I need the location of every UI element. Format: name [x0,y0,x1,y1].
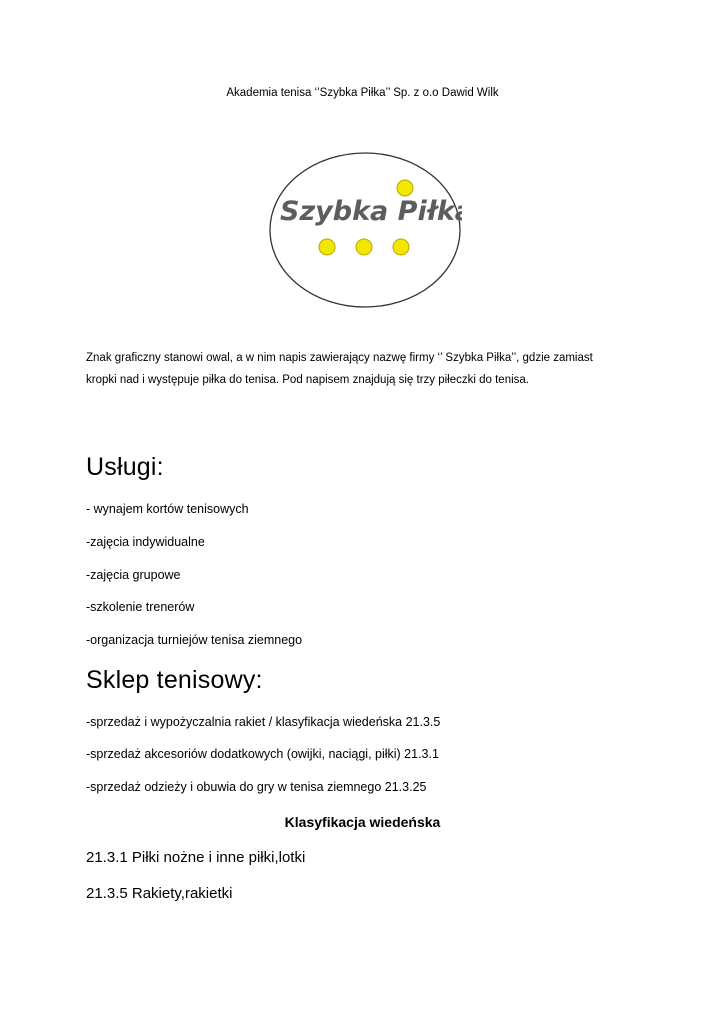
shop-item: -sprzedaż akcesoriów dodatkowych (owijki, naciągi, piłki) 21.3.1 [86,747,439,761]
service-item: -szkolenie trenerów [86,600,195,614]
description-line: kropki nad i występuje piłka do tenisa. Pod napisem znajdują się trzy piłeczki do tenisa. [86,374,529,386]
logo-oval [270,153,460,307]
logo-ball-icon [356,239,372,255]
logo-ball-icon [319,239,335,255]
service-item: -organizacja turniejów tenisa ziemnego [86,633,303,647]
service-item: -zajęcia grupowe [86,568,181,582]
section-heading-uslugi: Usługi: [86,453,164,481]
classification-item: 21.3.5 Rakiety,rakietki [86,885,233,902]
section-heading-sklep: Sklep tenisowy: [86,666,263,694]
logo-text: Szybka Piłka [280,196,462,227]
logo-graphic [268,150,462,310]
service-item: -zajęcia indywidualne [86,535,205,549]
service-item: - wynajem kortów tenisowych [86,502,249,516]
classification-heading: Klasyfikacja wiedeńska [284,814,441,830]
description-line: Znak graficzny stanowi owal, a w nim napis zawierający nazwę firmy ‘’ Szybka Piłka’’, gdzie zamiast [86,352,593,364]
shop-item: -sprzedaż odzieży i obuwia do gry w tenisa ziemnego 21.3.25 [86,780,427,794]
company-logo [268,150,462,310]
document-header: Akademia tenisa ‘’Szybka Piłka’’ Sp. z o.o Dawid Wilk [226,87,499,99]
logo-ball-icon [393,239,409,255]
classification-item: 21.3.1 Piłki nożne i inne piłki,lotki [86,849,306,866]
shop-item: -sprzedaż i wypożyczalnia rakiet / klasyfikacja wiedeńska 21.3.5 [86,715,441,729]
logo-ball-dot-icon [397,180,413,196]
